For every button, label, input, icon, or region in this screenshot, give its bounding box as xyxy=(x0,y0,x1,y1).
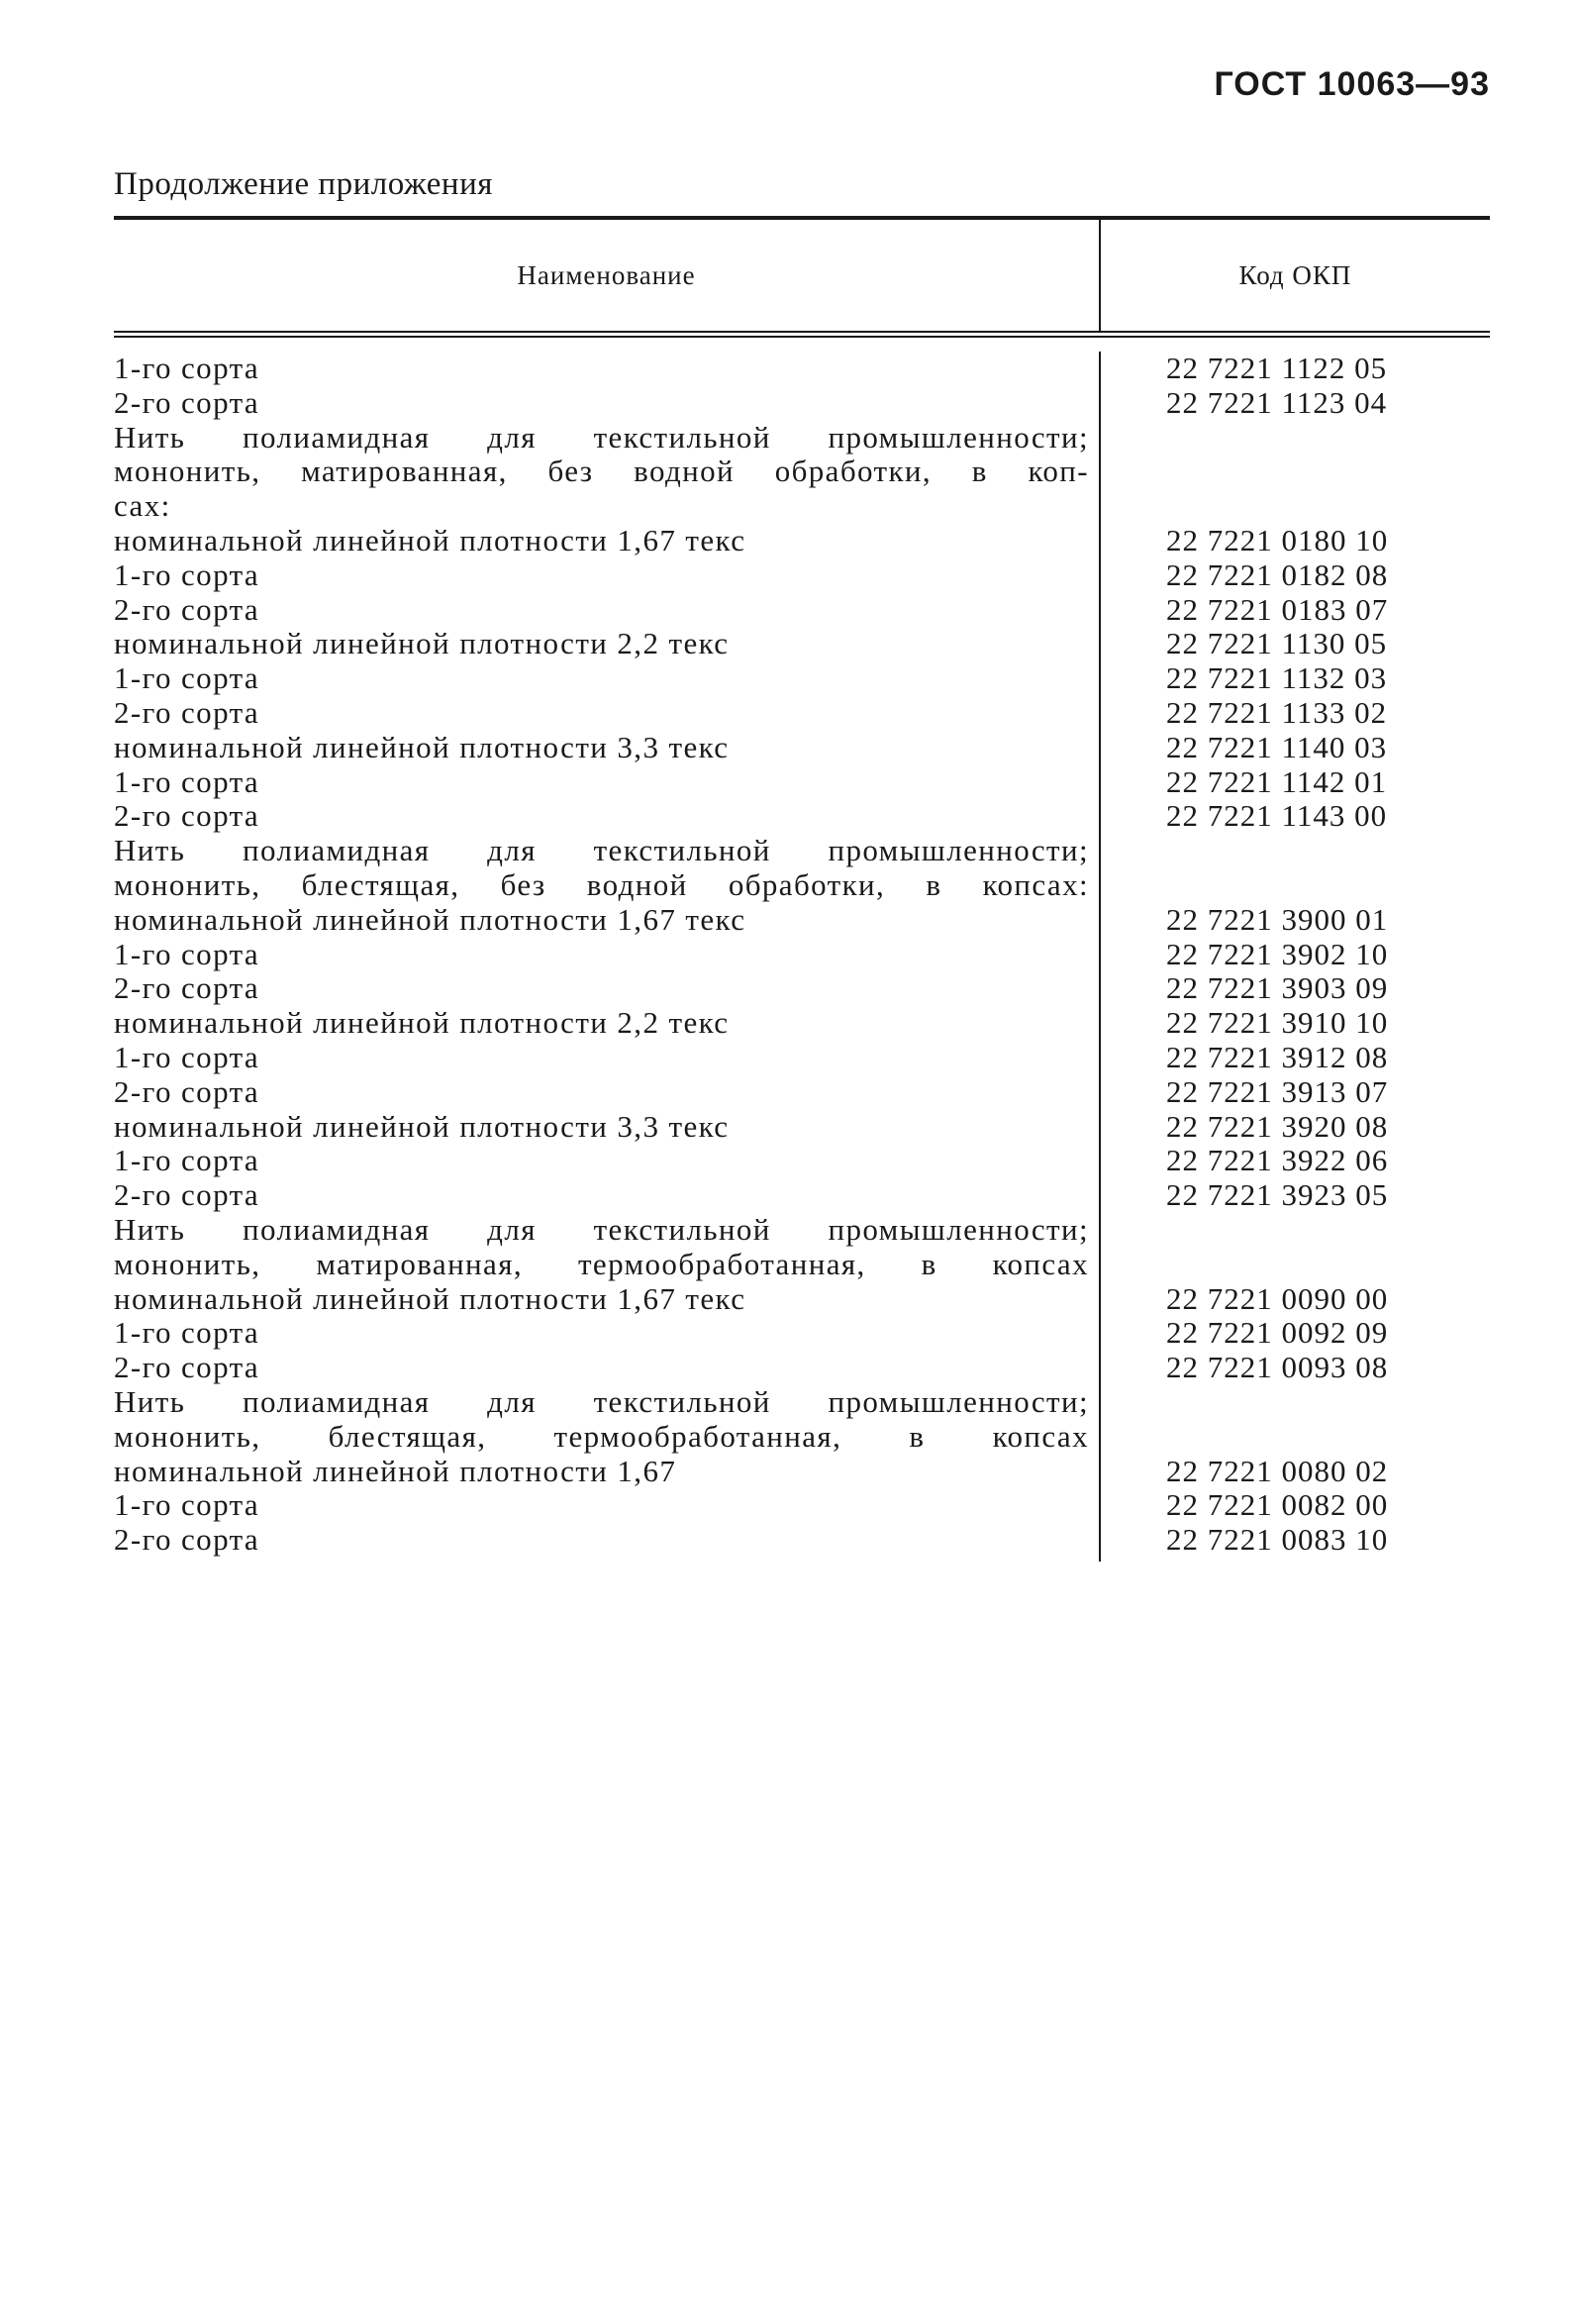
table-row-code: 22 7221 3900 01 xyxy=(1166,901,1389,937)
table-row-code: 22 7221 3902 10 xyxy=(1166,936,1389,971)
table-row-name: 2-го сорта xyxy=(114,591,260,627)
table-row-code: 22 7221 3913 07 xyxy=(1166,1073,1389,1109)
table-row-name: 1-го сорта xyxy=(114,351,260,385)
table-row-code: 22 7221 3923 05 xyxy=(1166,1177,1389,1213)
table-row-code: 22 7221 0180 10 xyxy=(1166,522,1389,557)
table-row-code xyxy=(1166,421,1490,455)
table-row-code: 22 7221 1130 05 xyxy=(1166,626,1388,661)
table-row-name: 1-го сорта xyxy=(114,1487,260,1523)
table-row-code: 22 7221 3910 10 xyxy=(1166,1005,1389,1041)
okp-code-table xyxy=(114,216,1490,1562)
table-row-name: номинальной линейной плотности 1,67 текс xyxy=(114,901,746,937)
table-row-name: 2-го сорта xyxy=(114,1073,260,1109)
table-row-code: 22 7221 0182 08 xyxy=(1166,556,1389,592)
table-row-name: 2-го сорта xyxy=(114,1522,260,1558)
table-row-name: 1-го сорта xyxy=(114,556,260,592)
table-row-name: 2-го сорта xyxy=(114,384,260,420)
table-row-code xyxy=(1166,489,1490,524)
column-header-code: Код ОКП xyxy=(1099,220,1490,331)
table-row-name: сах: xyxy=(114,488,171,524)
table-row-code: 22 7221 1132 03 xyxy=(1166,660,1388,696)
table-row-code: 22 7221 0183 07 xyxy=(1166,591,1389,627)
table-row-name: номинальной линейной плотности 1,67 текс xyxy=(114,522,746,557)
table-row-code: 22 7221 3922 06 xyxy=(1166,1143,1389,1178)
table-row-code xyxy=(1166,1248,1490,1282)
table-row-name: 2-го сорта xyxy=(114,694,260,730)
table-row-code xyxy=(1166,1385,1490,1420)
table-row-code: 22 7221 1142 01 xyxy=(1166,763,1388,799)
table-row-code: 22 7221 0090 00 xyxy=(1166,1280,1389,1316)
table-row-code: 22 7221 1140 03 xyxy=(1166,729,1388,764)
table-row-name: мононить, блестящая, термообработанная, в копсах xyxy=(114,1418,1089,1454)
table-row-code xyxy=(1166,834,1490,868)
continuation-title: Продолжение приложения xyxy=(114,166,493,202)
table-header-rule xyxy=(114,331,1490,338)
table-row-name: 1-го сорта xyxy=(114,763,260,799)
table-body xyxy=(114,338,1490,1562)
table-row-code: 22 7221 0093 08 xyxy=(1166,1350,1389,1385)
table-row-name: Нить полиамидная для текстильной промышленности; xyxy=(114,419,1089,455)
table-row-code xyxy=(1166,1420,1490,1455)
document-code: ГОСТ 10063—93 xyxy=(1214,65,1490,103)
table-row-name: 2-го сорта xyxy=(114,1177,260,1213)
table-row-code: 22 7221 3912 08 xyxy=(1166,1039,1389,1074)
table-row-name: 2-го сорта xyxy=(114,798,260,834)
table-row-name: Нить полиамидная для текстильной промышленности; xyxy=(114,1383,1089,1419)
table-row-code: 22 7221 1122 05 xyxy=(1166,351,1388,385)
table-row-name: 1-го сорта xyxy=(114,1143,260,1178)
table-row-name: номинальной линейной плотности 2,2 текс xyxy=(114,1005,730,1041)
table-row-name: мононить, матированная, термообработанная, в копсах xyxy=(114,1246,1089,1281)
table-row-name: мононить, блестящая, без водной обработки, в копсах: xyxy=(114,866,1089,902)
table-row-code: 22 7221 1133 02 xyxy=(1166,694,1388,730)
table-row-code: 22 7221 0082 00 xyxy=(1166,1487,1389,1523)
table-row-name: 2-го сорта xyxy=(114,1350,260,1385)
table-row-name: 1-го сорта xyxy=(114,660,260,696)
table-row-code xyxy=(1166,1213,1490,1248)
table-row-name: номинальной линейной плотности 2,2 текс xyxy=(114,626,730,661)
table-row-name: номинальной линейной плотности 3,3 текс xyxy=(114,1108,730,1144)
table-row-code xyxy=(1166,455,1490,489)
table-row-code: 22 7221 1123 04 xyxy=(1166,384,1388,420)
table-row-name: мононить, матированная, без водной обработки, в коп- xyxy=(114,454,1089,489)
table-row-name: Нить полиамидная для текстильной промышленности; xyxy=(114,1211,1089,1247)
table-row-code xyxy=(1166,868,1490,903)
table-row-name: 1-го сорта xyxy=(114,936,260,971)
table-row-code: 22 7221 3920 08 xyxy=(1166,1108,1389,1144)
table-header-row xyxy=(114,220,1490,331)
table-row-code: 22 7221 3903 09 xyxy=(1166,970,1389,1006)
table-row-name: 2-го сорта xyxy=(114,970,260,1006)
table-row-code: 22 7221 1143 00 xyxy=(1166,798,1388,834)
table-row-name: номинальной линейной плотности 3,3 текс xyxy=(114,729,730,764)
table-row-name: 1-го сорта xyxy=(114,1039,260,1074)
table-row-code: 22 7221 0080 02 xyxy=(1166,1453,1389,1488)
table-row-name: Нить полиамидная для текстильной промышленности; xyxy=(114,833,1089,868)
name-column xyxy=(114,352,1099,1562)
table-row-name: номинальной линейной плотности 1,67 текс xyxy=(114,1280,746,1316)
table-row-code: 22 7221 0083 10 xyxy=(1166,1522,1389,1558)
table-row-code: 22 7221 0092 09 xyxy=(1166,1315,1389,1351)
code-column xyxy=(1099,352,1490,1562)
column-header-name: Наименование xyxy=(517,259,696,290)
table-row-name: 1-го сорта xyxy=(114,1315,260,1351)
table-row-name: номинальной линейной плотности 1,67 xyxy=(114,1453,677,1488)
